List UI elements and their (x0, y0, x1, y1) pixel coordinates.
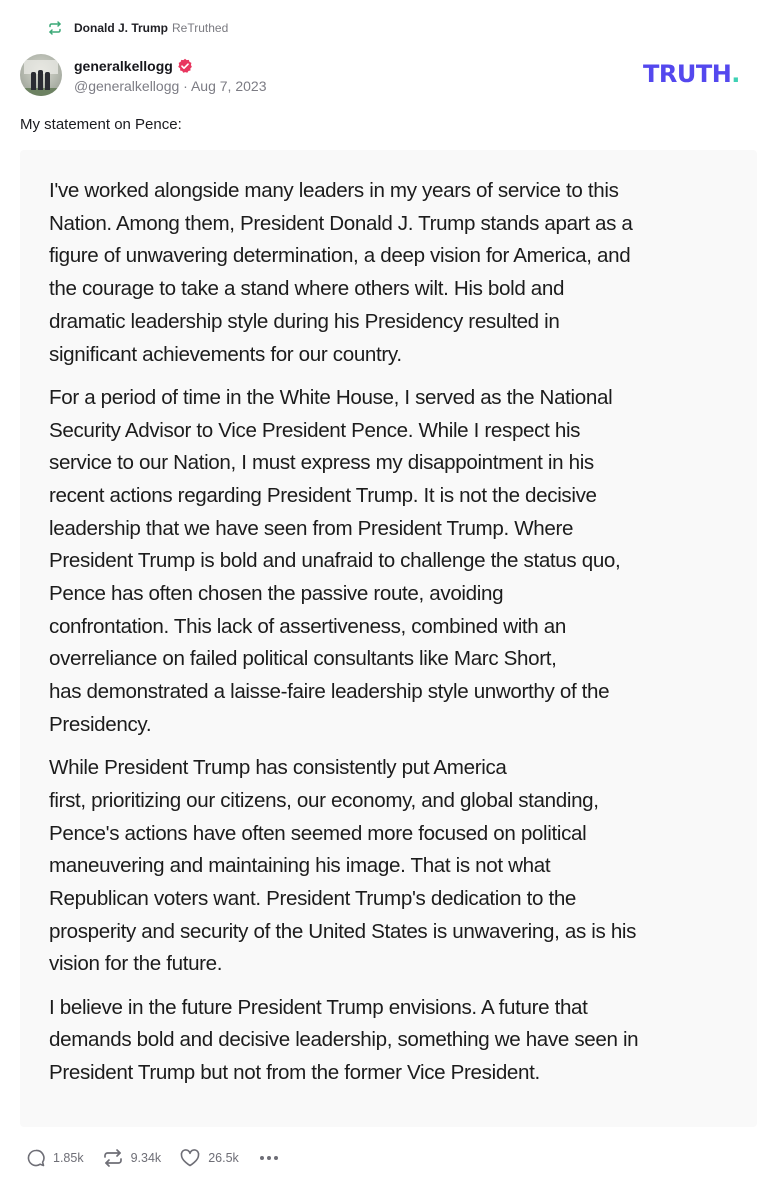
retruth-button[interactable] (102, 1148, 162, 1168)
statement-paragraph-4 (49, 992, 739, 1090)
author-handle[interactable]: @generalkellogg (74, 78, 180, 94)
reply-count: 1.85k (53, 1151, 84, 1165)
post-date[interactable]: Aug 7, 2023 (190, 78, 267, 94)
statement-line: I've worked alongside many leaders in my years of service to this (49, 179, 619, 202)
statement-line: dramatic leadership style during his Presidency resulted in (49, 309, 560, 333)
verified-badge-icon (177, 58, 193, 74)
retruth-count: 9.34k (130, 1151, 162, 1165)
retruth-icon (47, 20, 63, 36)
statement-line: maneuvering and maintaining his image. That is not what (49, 854, 551, 878)
author-meta (74, 78, 266, 94)
statement-line: overreliance on failed political consultants like Marc Short, (49, 647, 557, 671)
retruth-banner (47, 19, 228, 37)
more-options-button[interactable] (259, 1155, 279, 1161)
statement-paragraph-2 (49, 382, 739, 742)
statement-line: demands bold and decisive leadership, something we have seen in (49, 1028, 639, 1052)
statement-paragraph-1 (49, 175, 739, 371)
statement-line: first, prioritizing our citizens, our economy, and global standing, (49, 788, 599, 812)
statement-line: confrontation. This lack of assertiveness, combined with an (49, 614, 566, 638)
statement-document (49, 175, 739, 1100)
statement-line: leadership that we have seen from President Trump. Where (49, 516, 574, 540)
meta-separator: · (183, 78, 188, 94)
post-action-bar (26, 1148, 279, 1168)
truth-social-logo[interactable] (643, 60, 740, 88)
statement-line: Pence's actions have often seemed more focused on political (49, 821, 587, 845)
statement-line: Nation. Among them, President Donald J. Trump stands apart as a (49, 211, 633, 235)
statement-line: Republican voters want. President Trump's dedication to the (49, 886, 577, 910)
statement-line: service to our Nation, I must express my disappointment in his (49, 451, 594, 475)
heart-icon (179, 1148, 201, 1168)
statement-line: Pence has often chosen the passive route, avoiding (49, 582, 504, 606)
author-display-name[interactable]: generalkellogg (74, 58, 173, 74)
post-header (20, 54, 266, 96)
statement-line: recent actions regarding President Trump. It is not the decisive (49, 483, 597, 507)
reply-icon (26, 1148, 46, 1168)
author-info (74, 56, 266, 94)
like-button[interactable] (179, 1148, 239, 1168)
like-count: 26.5k (208, 1151, 239, 1165)
avatar[interactable] (20, 54, 62, 96)
statement-line: has demonstrated a laisse-faire leadership style unworthy of the (49, 680, 610, 704)
statement-line: figure of unwavering determination, a deep vision for America, and (49, 244, 631, 268)
statement-line: While President Trump has consistently put America (49, 756, 507, 780)
post-image-attachment[interactable] (20, 150, 757, 1127)
reply-button[interactable] (26, 1148, 84, 1168)
retruth-user-link[interactable]: Donald J. Trump (74, 21, 169, 35)
statement-paragraph-3 (49, 752, 739, 981)
statement-line: vision for the future. (49, 952, 223, 976)
statement-line: Security Advisor to Vice President Pence. While I respect his (49, 418, 581, 442)
retruth-icon (102, 1148, 124, 1168)
logo-dot: . (731, 60, 740, 88)
more-icon (259, 1155, 279, 1161)
statement-line: President Trump but not from the former Vice President. (49, 1061, 540, 1085)
statement-line: For a period of time in the White House, I served as the National (49, 385, 613, 409)
statement-line: prosperity and security of the United States is unwavering, as is his (49, 919, 637, 943)
statement-line: President Trump is bold and unafraid to challenge the status quo, (49, 549, 621, 573)
statement-line: the courage to take a stand where others wilt. His bold and (49, 277, 565, 301)
statement-line: significant achievements for our country. (49, 342, 402, 366)
retruth-label: ReTruthed (172, 21, 229, 35)
statement-line: I believe in the future President Trump envisions. A future that (49, 995, 588, 1019)
statement-line: Presidency. (49, 712, 152, 736)
post-caption: My statement on Pence: (20, 116, 182, 133)
logo-text: TRUTH (643, 60, 732, 88)
